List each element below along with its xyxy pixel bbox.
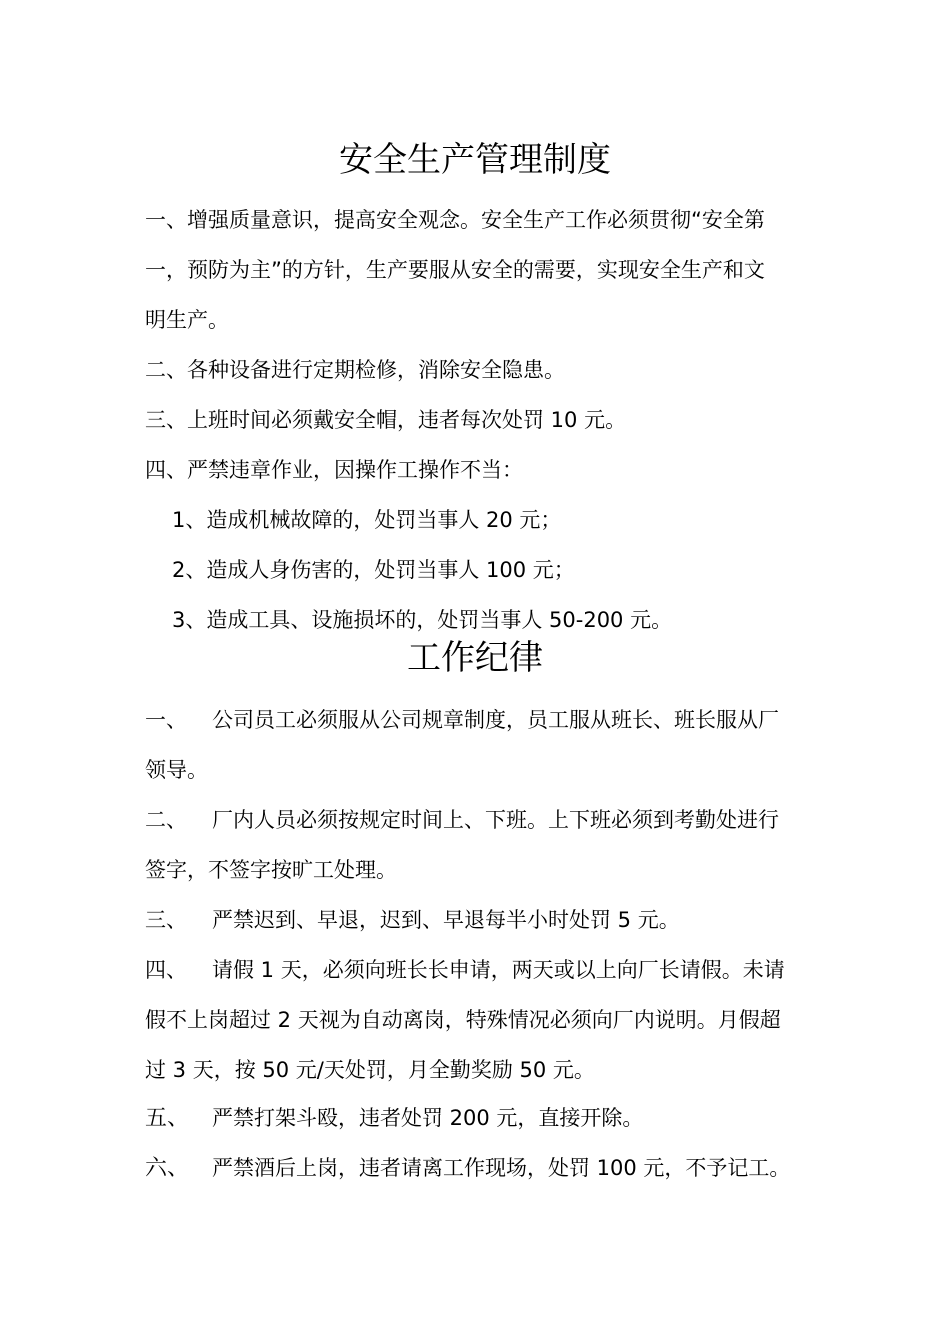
discipline-item	[145, 906, 680, 934]
penalty-sub-item: 1、造成机械故障的，处罚当事人 20 元；	[172, 508, 562, 532]
item-text: 严禁酒后上岗，违者请离工作现场，处罚 100 元，不予记工。	[212, 1156, 791, 1180]
item-text: 请假 1 天，必须向班长长申请，两天或以上向厂长请假。未请	[212, 958, 785, 982]
discipline-item	[145, 1154, 790, 1183]
safety-rule-line: 明生产。	[145, 308, 229, 332]
discipline-item	[145, 706, 779, 734]
item-text: 厂内人员必须按规定时间上、下班。上下班必须到考勤处进行	[212, 808, 779, 832]
safety-rule-line: 一，预防为主”的方针，生产要服从安全的需要，实现安全生产和文	[145, 258, 765, 282]
discipline-item	[145, 806, 779, 834]
discipline-item-continuation: 领导。	[145, 758, 208, 782]
discipline-item-continuation: 签字，不签字按旷工处理。	[145, 858, 397, 882]
item-number: 六、	[145, 1156, 190, 1181]
discipline-item	[145, 956, 785, 984]
item-number: 五、	[145, 1106, 190, 1131]
safety-rule-line: 一、增强质量意识，提高安全观念。安全生产工作必须贯彻“安全第	[145, 208, 765, 232]
penalty-sub-item: 3、造成工具、设施损坏的，处罚当事人 50-200 元。	[172, 608, 673, 632]
safety-rules-title: 安全生产管理制度	[339, 140, 611, 180]
safety-rule-line: 三、上班时间必须戴安全帽，违者每次处罚 10 元。	[145, 408, 627, 432]
safety-rule-line: 四、严禁违章作业，因操作工操作不当：	[145, 458, 523, 482]
item-number: 三、	[145, 908, 187, 932]
item-text: 严禁打架斗殴，违者处罚 200 元，直接开除。	[212, 1106, 644, 1130]
item-text: 公司员工必须服从公司规章制度，员工服从班长、班长服从厂	[212, 708, 779, 732]
discipline-item	[145, 1104, 643, 1133]
discipline-item-continuation: 过 3 天，按 50 元/天处罚，月全勤奖励 50 元。	[145, 1058, 595, 1082]
safety-rule-line: 二、各种设备进行定期检修，消除安全隐患。	[145, 358, 565, 382]
item-text: 严禁迟到、早退，迟到、早退每半小时处罚 5 元。	[212, 908, 680, 932]
item-number: 二、	[145, 808, 187, 832]
discipline-item-continuation: 假不上岗超过 2 天视为自动离岗，特殊情况必须向厂内说明。月假超	[145, 1008, 781, 1032]
penalty-sub-item: 2、造成人身伤害的，处罚当事人 100 元；	[172, 558, 575, 582]
item-number: 四、	[145, 958, 187, 982]
work-discipline-title: 工作纪律	[407, 638, 543, 678]
item-number: 一、	[145, 708, 187, 732]
